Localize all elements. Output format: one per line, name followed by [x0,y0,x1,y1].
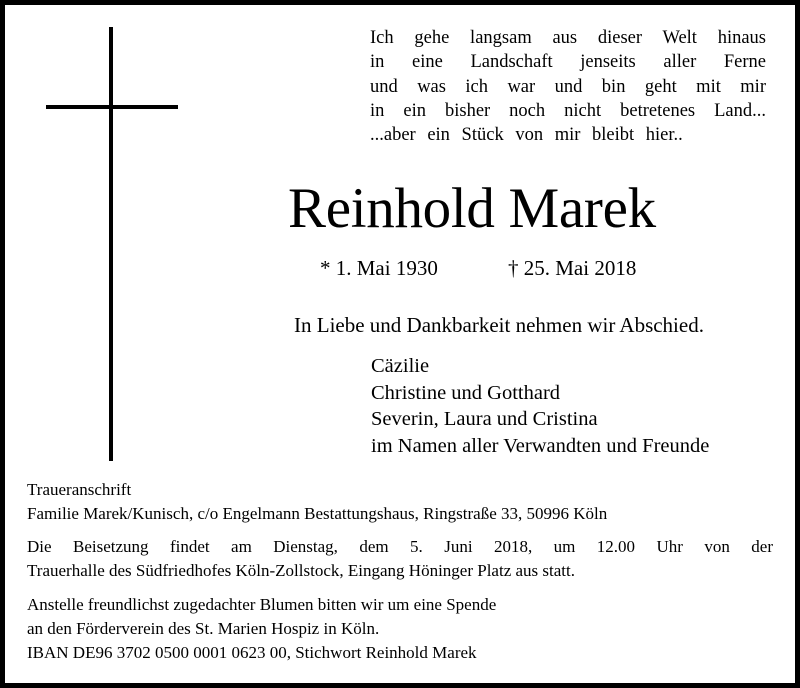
mourner-name: im Namen aller Verwandten und Freunde [371,435,710,458]
donation-line: Anstelle freundlichst zugedachter Blumen bitten wir um eine Spende [27,595,497,614]
donation-line: IBAN DE96 3702 0500 0001 0623 00, Stichwort Reinhold Marek [27,643,477,662]
death-date: † 25. Mai 2018 [508,256,637,280]
poem-line: in eine Landschaft jenseits aller Ferne [370,52,766,73]
funeral-info [27,535,773,583]
birth-date: * 1. Mai 1930 [320,256,438,280]
poem [370,26,766,147]
funeral-line: Die Beisetzung findet am Dienstag, dem 5. Juni 2018, um 12.00 Uhr von der [27,537,773,556]
poem-line: ...aber ein Stück von mir bleibt hier.. [370,125,683,146]
poem-line: in ein bisher noch nicht betretenes Land... [370,100,766,121]
mourning-address [27,478,607,526]
funeral-line: Trauerhalle des Südfriedhofes Köln-Zollstock, Eingang Höninger Platz aus statt. [27,561,575,580]
cross-icon-bar [46,105,178,109]
deceased-name: Reinhold Marek [288,177,656,240]
address-heading: Traueranschrift [27,480,132,499]
cross-icon [109,27,113,461]
mourner-name: Severin, Laura und Cristina [371,408,598,431]
poem-line: und was ich war und bin geht mit mir [370,76,766,97]
poem-line: Ich gehe langsam aus dieser Welt hinaus [370,28,766,48]
donation-info [27,593,496,665]
farewell-text: In Liebe und Dankbarkeit nehmen wir Abschied. [294,313,704,337]
mourner-name: Cäzilie [371,355,430,377]
mourners-list [371,353,709,460]
donation-line: an den Förderverein des St. Marien Hospiz in Köln. [27,619,380,638]
mourner-name: Christine und Gotthard [371,381,561,404]
address-line: Familie Marek/Kunisch, c/o Engelmann Bestattungshaus, Ringstraße 33, 50996 Köln [27,504,608,523]
